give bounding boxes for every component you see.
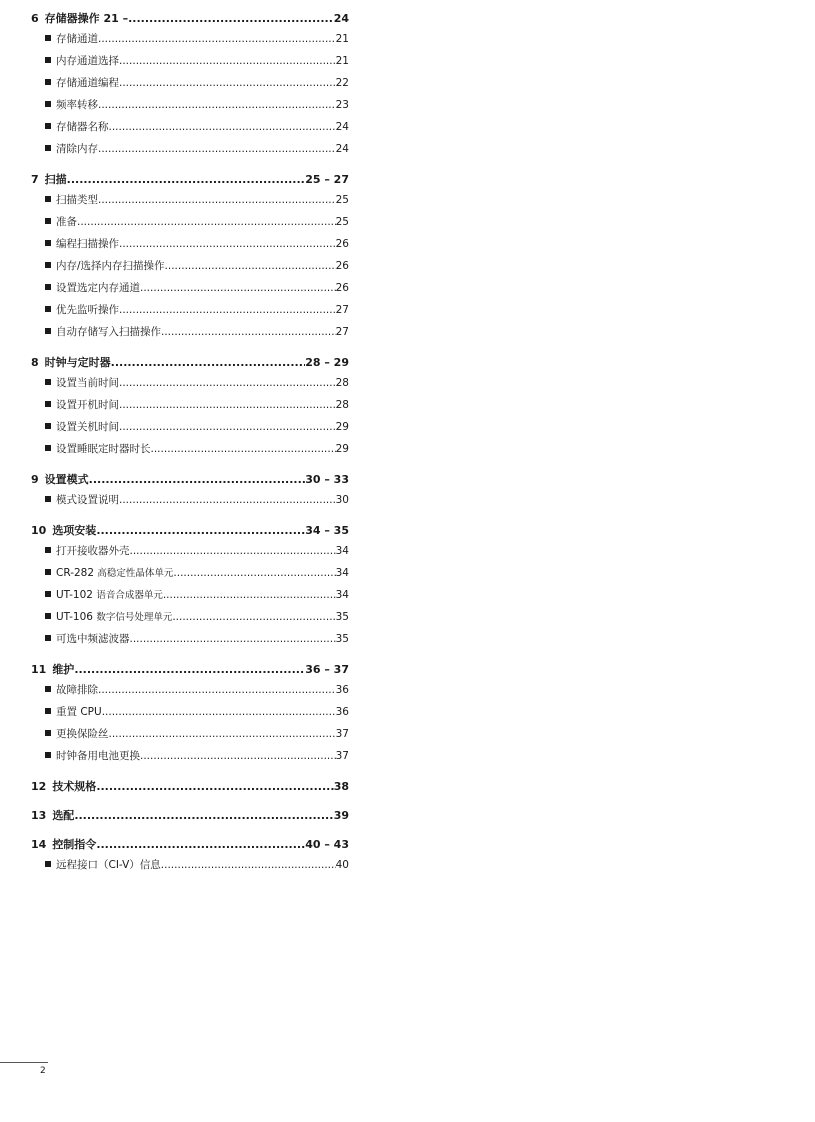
dot-leader xyxy=(119,50,336,72)
toc-item[interactable] xyxy=(31,562,349,584)
dot-leader xyxy=(140,745,336,767)
square-bullet-icon xyxy=(45,240,51,246)
toc-section-heading[interactable] xyxy=(31,354,349,372)
dot-leader xyxy=(119,372,336,394)
toc-item[interactable] xyxy=(31,606,349,628)
item-title xyxy=(56,416,119,438)
item-title-text: 可选中频滤波器 xyxy=(56,633,130,645)
item-title xyxy=(56,211,77,233)
item-page: 36 xyxy=(335,684,349,696)
dot-leader xyxy=(98,679,336,701)
toc-item[interactable] xyxy=(31,416,349,438)
square-bullet-icon xyxy=(45,35,51,41)
item-page: 40 xyxy=(335,859,349,871)
item-page: 24 xyxy=(335,143,349,155)
item-title-subtext: 高稳定性晶体单元 xyxy=(97,568,174,579)
section-title: 维护 xyxy=(52,663,75,676)
item-title-text: UT-102 xyxy=(56,589,97,601)
dot-leader xyxy=(161,321,336,343)
toc-item[interactable] xyxy=(31,277,349,299)
toc-section xyxy=(31,807,349,825)
dot-leader xyxy=(119,416,336,438)
square-bullet-icon xyxy=(45,79,51,85)
item-title xyxy=(56,321,161,343)
item-page: 28 xyxy=(335,377,349,389)
toc-section-heading[interactable] xyxy=(31,522,349,540)
dot-leader xyxy=(119,72,336,94)
toc-item[interactable] xyxy=(31,679,349,701)
dot-leader xyxy=(109,723,336,745)
item-title xyxy=(56,255,165,277)
item-title xyxy=(56,723,109,745)
toc-item[interactable] xyxy=(31,321,349,343)
square-bullet-icon xyxy=(45,708,51,714)
dot-leader xyxy=(89,473,306,486)
toc-item[interactable] xyxy=(31,299,349,321)
toc-item[interactable] xyxy=(31,50,349,72)
toc-section-heading[interactable] xyxy=(31,836,349,854)
item-title-text: 清除内存 xyxy=(56,143,98,155)
item-title-text: 编程扫描操作 xyxy=(56,238,119,250)
item-title xyxy=(56,854,161,876)
item-page: 26 xyxy=(335,260,349,272)
item-title-text: 远程接口（CI-V）信息 xyxy=(56,859,161,871)
dot-leader xyxy=(140,277,336,299)
item-title xyxy=(56,679,98,701)
square-bullet-icon xyxy=(45,123,51,129)
dot-leader xyxy=(77,211,336,233)
item-title xyxy=(56,562,173,585)
square-bullet-icon xyxy=(45,196,51,202)
dot-leader xyxy=(102,701,336,723)
dot-leader xyxy=(96,780,333,793)
square-bullet-icon xyxy=(45,569,51,575)
item-title-text: 存储通道 xyxy=(56,33,98,45)
dot-leader xyxy=(163,584,336,606)
square-bullet-icon xyxy=(45,328,51,334)
section-page: 38 xyxy=(333,780,349,793)
toc-item[interactable] xyxy=(31,28,349,50)
square-bullet-icon xyxy=(45,591,51,597)
item-title xyxy=(56,745,140,767)
item-title xyxy=(56,138,98,160)
toc-item[interactable] xyxy=(31,138,349,160)
item-title xyxy=(56,94,98,116)
item-title-text: 模式设置说明 xyxy=(56,494,119,506)
toc-item[interactable] xyxy=(31,94,349,116)
dot-leader xyxy=(96,524,305,537)
toc-item[interactable] xyxy=(31,745,349,767)
square-bullet-icon xyxy=(45,145,51,151)
item-page: 25 xyxy=(335,194,349,206)
square-bullet-icon xyxy=(45,445,51,451)
item-title-text: 准备 xyxy=(56,216,77,228)
toc-item[interactable] xyxy=(31,723,349,745)
section-number: 7 xyxy=(31,173,39,186)
item-title xyxy=(56,540,130,562)
item-title xyxy=(56,394,119,416)
section-title: 控制指令 xyxy=(52,838,97,851)
item-title-text: 优先监听操作 xyxy=(56,304,119,316)
dot-leader xyxy=(67,173,306,186)
square-bullet-icon xyxy=(45,861,51,867)
item-title-text: 故障排除 xyxy=(56,684,98,696)
section-title: 选配 xyxy=(52,809,75,822)
section-number: 11 xyxy=(31,663,47,676)
item-title xyxy=(56,606,172,629)
toc-section-heading[interactable] xyxy=(31,171,349,189)
item-title xyxy=(56,72,119,94)
toc-item[interactable] xyxy=(31,438,349,460)
toc-item[interactable] xyxy=(31,394,349,416)
square-bullet-icon xyxy=(45,613,51,619)
item-title xyxy=(56,189,98,211)
toc-item[interactable] xyxy=(31,489,349,511)
toc-section xyxy=(31,522,349,650)
item-page: 21 xyxy=(335,33,349,45)
toc-item[interactable] xyxy=(31,540,349,562)
section-page: 25 – 27 xyxy=(305,173,349,186)
toc-section-heading[interactable] xyxy=(31,10,349,28)
square-bullet-icon xyxy=(45,635,51,641)
square-bullet-icon xyxy=(45,752,51,758)
item-page: 23 xyxy=(335,99,349,111)
item-page: 29 xyxy=(335,421,349,433)
toc-section xyxy=(31,778,349,796)
square-bullet-icon xyxy=(45,686,51,692)
dot-leader xyxy=(151,438,336,460)
toc-item[interactable] xyxy=(31,72,349,94)
dot-leader xyxy=(74,663,305,676)
square-bullet-icon xyxy=(45,284,51,290)
item-title xyxy=(56,50,119,72)
item-title-text: 存储器名称 xyxy=(56,121,109,133)
square-bullet-icon xyxy=(45,423,51,429)
dot-leader xyxy=(165,255,336,277)
item-page: 37 xyxy=(335,728,349,740)
square-bullet-icon xyxy=(45,57,51,63)
square-bullet-icon xyxy=(45,379,51,385)
section-title: 技术规格 xyxy=(52,780,97,793)
item-page: 24 xyxy=(335,121,349,133)
item-page: 37 xyxy=(335,750,349,762)
toc-item[interactable] xyxy=(31,233,349,255)
item-page: 26 xyxy=(335,238,349,250)
item-page: 27 xyxy=(335,326,349,338)
item-page: 30 xyxy=(335,494,349,506)
item-title xyxy=(56,372,119,394)
item-title-text: 设置选定内存通道 xyxy=(56,282,140,294)
section-page: 39 xyxy=(333,809,349,822)
section-title: 选项安装 xyxy=(52,524,97,537)
dot-leader xyxy=(128,12,334,25)
section-page: 36 – 37 xyxy=(305,663,349,676)
section-page: 24 xyxy=(333,12,349,25)
section-title: 存储器操作 21 – xyxy=(44,12,129,25)
square-bullet-icon xyxy=(45,496,51,502)
toc-section xyxy=(31,354,349,460)
dot-leader xyxy=(98,28,336,50)
footer-rule xyxy=(0,1062,48,1063)
toc-item[interactable] xyxy=(31,854,349,876)
item-page: 34 xyxy=(335,545,349,557)
item-page: 25 xyxy=(335,216,349,228)
item-title xyxy=(56,277,140,299)
item-page: 35 xyxy=(335,611,349,623)
dot-leader xyxy=(74,809,333,822)
dot-leader xyxy=(96,838,305,851)
dot-leader xyxy=(119,299,336,321)
section-number: 10 xyxy=(31,524,47,537)
item-title-subtext: 数字信号处理单元 xyxy=(96,612,173,623)
section-number: 12 xyxy=(31,780,47,793)
item-title xyxy=(56,584,163,607)
section-title: 扫描 xyxy=(44,173,67,186)
item-title xyxy=(56,489,119,511)
item-title-text: 频率转移 xyxy=(56,99,98,111)
item-title-text: 更换保险丝 xyxy=(56,728,109,740)
toc-section xyxy=(31,471,349,511)
section-number: 14 xyxy=(31,838,47,851)
dot-leader xyxy=(109,116,336,138)
item-title-text: 设置开机时间 xyxy=(56,399,119,411)
item-title xyxy=(56,299,119,321)
square-bullet-icon xyxy=(45,547,51,553)
item-page: 34 xyxy=(335,589,349,601)
toc-section-heading[interactable] xyxy=(31,471,349,489)
item-page: 35 xyxy=(335,633,349,645)
item-title-subtext: 语音合成器单元 xyxy=(96,590,163,601)
item-page: 22 xyxy=(335,77,349,89)
item-title-text: CR-282 xyxy=(56,567,98,579)
item-title-text: 打开接收器外壳 xyxy=(56,545,130,557)
toc-item[interactable] xyxy=(31,584,349,606)
square-bullet-icon xyxy=(45,101,51,107)
item-title-text: UT-106 xyxy=(56,611,97,623)
item-title xyxy=(56,116,109,138)
toc-item[interactable] xyxy=(31,211,349,233)
section-number: 8 xyxy=(31,356,39,369)
item-page: 29 xyxy=(335,443,349,455)
toc-item[interactable] xyxy=(31,189,349,211)
item-title-text: 存储通道编程 xyxy=(56,77,119,89)
dot-leader xyxy=(98,189,336,211)
item-page: 26 xyxy=(335,282,349,294)
dot-leader xyxy=(130,628,336,650)
item-title-text: 重置 CPU xyxy=(56,706,102,718)
section-number: 13 xyxy=(31,809,47,822)
dot-leader xyxy=(119,489,336,511)
square-bullet-icon xyxy=(45,262,51,268)
item-page: 28 xyxy=(335,399,349,411)
dot-leader xyxy=(119,233,336,255)
item-page: 27 xyxy=(335,304,349,316)
item-page: 36 xyxy=(335,706,349,718)
table-of-contents xyxy=(31,10,349,887)
toc-section xyxy=(31,171,349,343)
square-bullet-icon xyxy=(45,401,51,407)
item-page: 21 xyxy=(335,55,349,67)
dot-leader xyxy=(119,394,336,416)
item-title-text: 设置当前时间 xyxy=(56,377,119,389)
section-page: 30 – 33 xyxy=(305,473,349,486)
dot-leader xyxy=(173,562,335,584)
toc-section xyxy=(31,836,349,876)
item-title xyxy=(56,701,102,723)
dot-leader xyxy=(98,138,336,160)
item-title-text: 时钟备用电池更换 xyxy=(56,750,140,762)
item-title-text: 内存通道选择 xyxy=(56,55,119,67)
item-title xyxy=(56,28,98,50)
item-title-text: 自动存储写入扫描操作 xyxy=(56,326,161,338)
toc-section-heading[interactable] xyxy=(31,778,349,796)
item-title-text: 设置关机时间 xyxy=(56,421,119,433)
square-bullet-icon xyxy=(45,306,51,312)
square-bullet-icon xyxy=(45,218,51,224)
toc-section-heading[interactable] xyxy=(31,807,349,825)
item-title-text: 设置睡眠定时器时长 xyxy=(56,443,151,455)
item-title-text: 内存/选择内存扫描操作 xyxy=(56,260,165,272)
section-number: 9 xyxy=(31,473,39,486)
square-bullet-icon xyxy=(45,730,51,736)
toc-item[interactable] xyxy=(31,255,349,277)
toc-section xyxy=(31,661,349,767)
dot-leader xyxy=(172,606,335,628)
item-title xyxy=(56,438,151,460)
dot-leader xyxy=(130,540,336,562)
item-title xyxy=(56,233,119,255)
toc-item[interactable] xyxy=(31,116,349,138)
section-number: 6 xyxy=(31,12,39,25)
dot-leader xyxy=(98,94,336,116)
section-page: 40 – 43 xyxy=(305,838,349,851)
item-page: 34 xyxy=(335,567,349,579)
toc-section-heading[interactable] xyxy=(31,661,349,679)
toc-item[interactable] xyxy=(31,701,349,723)
item-title-text: 扫描类型 xyxy=(56,194,98,206)
section-page: 34 – 35 xyxy=(305,524,349,537)
item-title xyxy=(56,628,130,650)
page-number: 2 xyxy=(40,1066,46,1076)
section-title: 设置模式 xyxy=(44,473,89,486)
toc-item[interactable] xyxy=(31,628,349,650)
dot-leader xyxy=(161,854,336,876)
toc-item[interactable] xyxy=(31,372,349,394)
toc-section xyxy=(31,10,349,160)
section-page: 28 – 29 xyxy=(305,356,349,369)
dot-leader xyxy=(111,356,306,369)
section-title: 时钟与定时器 xyxy=(44,356,111,369)
